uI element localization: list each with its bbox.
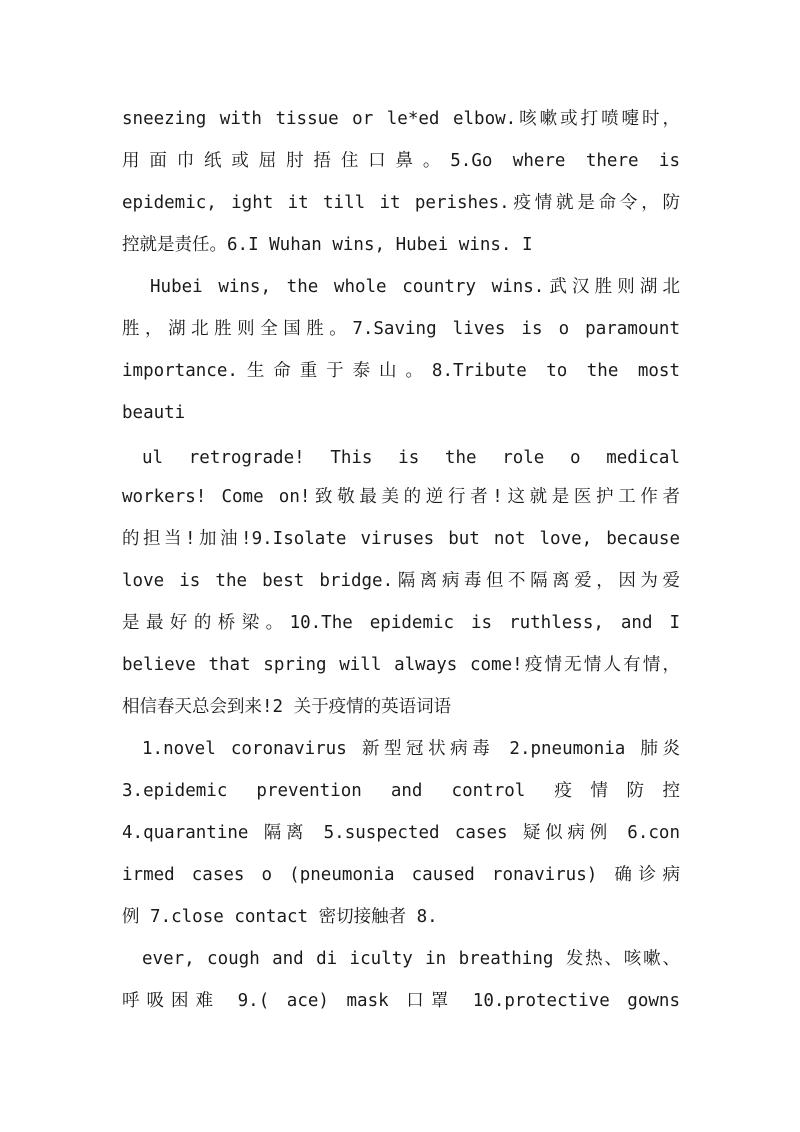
text-line-5: Hubei wins, the whole country wins.武汉胜则湖北 bbox=[150, 277, 680, 297]
text-line-15: 相信春天总会到来!2 关于疫情的英语词语 bbox=[122, 697, 452, 717]
text-line-11: 的担当!加油!9.Isolate viruses but not love, because bbox=[122, 529, 680, 549]
text-line-6: 胜，湖北胜则全国胜。7.Saving lives is o paramount bbox=[122, 319, 680, 339]
text-line-14: believe that spring will always come!疫情无情人有情， bbox=[122, 655, 680, 675]
text-line-1: sneezing with tissue or le*ed elbow.咳嗽或打喷嚏时， bbox=[122, 109, 680, 129]
text-line-4: 控就是责任。6.I Wuhan wins, Hubei wins. I bbox=[122, 235, 533, 255]
text-line-18: 4.quarantine 隔离 5.suspected cases 疑似病例 6.con bbox=[122, 823, 680, 843]
text-line-12: love is the best bridge.隔离病毒但不隔离爱，因为爱 bbox=[122, 571, 680, 591]
text-line-16: 1.novel coronavirus 新型冠状病毒 2.pneumonia 肺炎 bbox=[142, 739, 680, 759]
text-line-21: ever, cough and di iculty in breathing 发热、咳嗽、 bbox=[142, 949, 680, 969]
text-line-8: beauti bbox=[122, 403, 186, 423]
text-line-20: 例 7.close contact 密切接触者 8. bbox=[122, 907, 438, 927]
text-line-3: epidemic, ight it till it perishes.疫情就是命令，防 bbox=[122, 193, 680, 213]
text-line-10: workers! Come on!致敬最美的逆行者!这就是医护工作者 bbox=[122, 487, 680, 507]
text-line-17: 3.epidemic prevention and control 疫情防控 bbox=[122, 781, 680, 801]
text-line-2: 用面巾纸或屈肘捂住口鼻。5.Go where there is bbox=[122, 151, 680, 171]
text-line-13: 是最好的桥梁。10.The epidemic is ruthless, and I bbox=[122, 613, 680, 633]
text-line-7: importance.生命重于泰山。8.Tribute to the most bbox=[122, 361, 680, 381]
text-line-22: 呼吸困难 9.( ace) mask 口罩 10.protective gowns bbox=[122, 991, 680, 1011]
text-line-9: ul retrograde! This is the role o medical bbox=[142, 448, 680, 468]
text-line-19: irmed cases o (pneumonia caused ronavirus) 确诊病 bbox=[122, 865, 680, 885]
